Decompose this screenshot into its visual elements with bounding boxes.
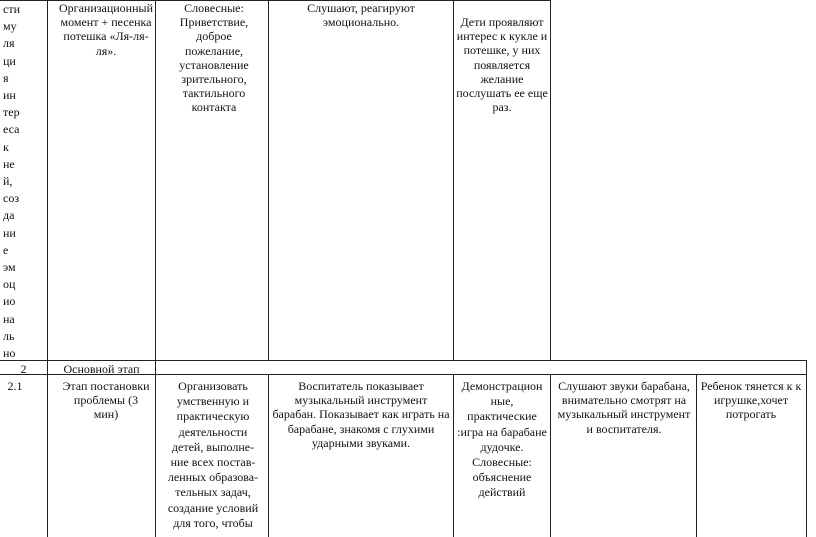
stage-text-fragment: сти bbox=[3, 2, 20, 16]
stage-text-fragment: ни bbox=[3, 225, 16, 240]
stage-text-fragment: ль bbox=[3, 328, 15, 343]
stage-text-fragment: эм bbox=[3, 260, 16, 275]
col-divider bbox=[453, 374, 454, 537]
stage-text-fragment: тер bbox=[3, 105, 20, 120]
col-divider bbox=[47, 0, 48, 537]
stage-text-fragment: не bbox=[3, 156, 15, 171]
row3-col2-stage-name: Этап постановки проблемы (3 мин) bbox=[62, 379, 150, 422]
row1-col2-stage-name: Организационный момент + песенка потешка «Ля-ля-ля». bbox=[59, 1, 153, 58]
stage-text-fragment: я bbox=[3, 70, 9, 85]
col-divider bbox=[268, 374, 269, 537]
stage-text-fragment: соз bbox=[3, 191, 20, 206]
stage-text-fragment: да bbox=[3, 208, 15, 223]
stage-text-fragment: к bbox=[3, 139, 9, 154]
row1-col4-activity: Слушают, реагируют эмоционально. bbox=[307, 1, 415, 30]
row1-col1-stage-text bbox=[3, 1, 45, 360]
stage-text-fragment: оц bbox=[3, 277, 16, 292]
col-divider bbox=[550, 374, 551, 537]
col-divider bbox=[550, 0, 551, 360]
stage-text-fragment: й, bbox=[3, 174, 13, 189]
stage-text-fragment: но bbox=[3, 346, 16, 360]
row3-col1-number: 2.1 bbox=[7, 379, 23, 393]
stage-text-fragment: ин bbox=[3, 88, 16, 103]
row1-col5-result: Дети проявляют интерес к кукле и потешке, у них появляется желание послушать ее еще раз. bbox=[456, 15, 548, 115]
stage-text-fragment: ци bbox=[3, 53, 16, 68]
stage-text-fragment: е bbox=[3, 242, 9, 257]
col-divider bbox=[268, 0, 269, 360]
stage-text-fragment: ля bbox=[3, 36, 15, 51]
row3-col7-result: Ребенок тянется к к игрушке,хочет потрогать bbox=[700, 379, 802, 422]
col-divider bbox=[453, 0, 454, 360]
row1-col3-methods: Словесные: Приветствие, доброе пожелание, установление зрительного, тактильного контакта bbox=[179, 1, 249, 115]
col-divider bbox=[155, 0, 156, 537]
col-divider bbox=[806, 360, 807, 537]
row3-col3-goals: Организовать умственную и практическую деятельности детей, выполне-ние всех постав-ленных образова-тельных задач, создание условий для того, чтобы bbox=[167, 379, 259, 530]
row2-col2-stage-name: Основной этап bbox=[63, 362, 140, 376]
stage-text-fragment: му bbox=[3, 19, 17, 34]
row3-col5-methods: Демонстрацион ные, практические :игра на барабане дудочке. Словесные: объяснение действий bbox=[457, 379, 547, 500]
row-divider bbox=[0, 360, 806, 361]
stage-text-fragment: на bbox=[3, 311, 15, 326]
stage-text-fragment: ио bbox=[3, 294, 16, 309]
row2-col1-number: 2 bbox=[20, 362, 27, 376]
stage-text-fragment: еса bbox=[3, 122, 20, 137]
row3-col6-children-activity: Слушают звуки барабана, внимательно смотрят на музыкальный инструмент и воспитателя. bbox=[557, 379, 691, 436]
row3-col4-activity: Воспитатель показывает музыкальный инструмент барабан. Показывает как играть на барабане, знакомя с глухими ударными звуками. bbox=[272, 379, 450, 450]
